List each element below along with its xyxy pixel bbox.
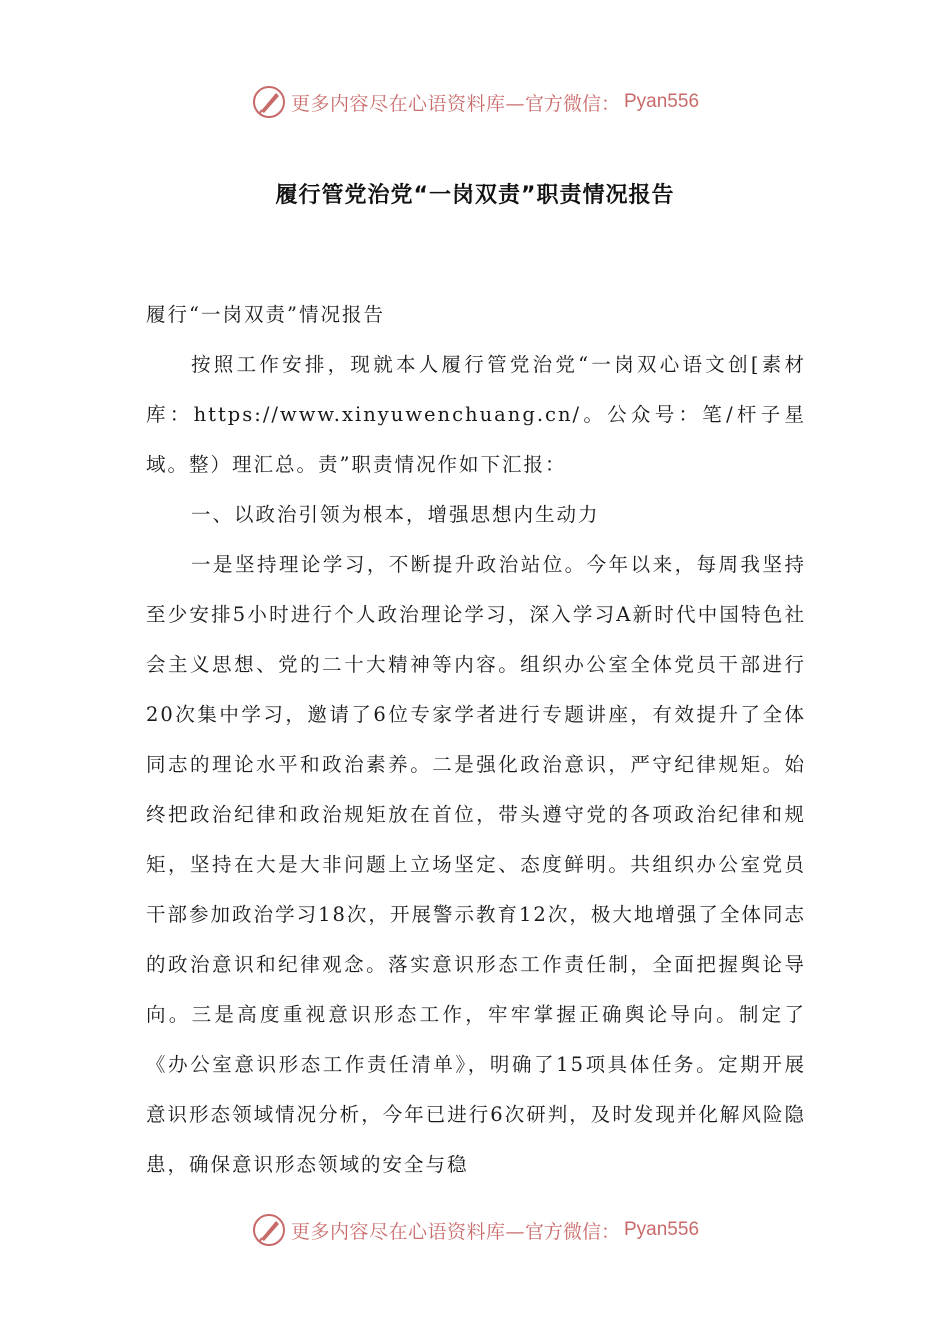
header-banner xyxy=(0,80,950,124)
document-body xyxy=(146,290,806,1190)
intro-paragraph: 按照工作安排，现就本人履行管党治党“一岗双心语文创[素材库：https://www.xinyuwenchuang.cn/。公众号：笔/杆子星域。整）理汇总。责”职责情况作如下汇报： xyxy=(146,353,806,476)
quill-pen-logo-icon xyxy=(251,84,287,120)
section-heading: 一、以政治引领为根本，增强思想内生动力 xyxy=(191,503,600,526)
banner-wechat-label: 官方微信： xyxy=(524,1220,620,1243)
footer-banner xyxy=(0,1208,950,1252)
body-paragraph: 一是坚持理论学习，不断提升政治站位。今年以来，每周我坚持至少安排5小时进行个人政治理论学习，深入学习A新时代中国特色社会主义思想、党的二十大精神等内容。组织办公室全体党员干部进行20次集中学习，邀请了6位专家学者进行专题讲座，有效提升了全体同志的理论水平和政治素养。二是强化政治意识，严守纪律规矩。始终把政治纪律和政治规矩放在首位，带头遵守党的各项政治纪律和规矩，坚持在大是大非问题上立场坚定、态度鲜明。共组织办公室党员干部参加政治学习18次，开展警示教育12次，极大地增强了全体同志的政治意识和纪律观念。落实意识形态工作责任制，全面把握舆论导向。三是高度重视意识形态工作，牢牢掌握正确舆论导向。制定了《办公室意识形态工作责任清单》，明确了15项具体任务。定期开展意识形态领域情况分析，今年已进行6次研判，及时发现并化解风险隐患，确保意识形态领域的安全与稳 xyxy=(146,553,806,1176)
banner-wechat-id: Pyan556 xyxy=(624,1219,700,1240)
banner-text: 更多内容尽在心语资料库— xyxy=(290,1220,525,1243)
banner-wechat-label: 官方微信： xyxy=(524,92,620,115)
quill-pen-logo-icon xyxy=(251,1212,287,1248)
banner-text: 更多内容尽在心语资料库— xyxy=(290,92,525,115)
document-subtitle: 履行“一岗双责”情况报告 xyxy=(146,303,385,326)
banner-wechat-id: Pyan556 xyxy=(624,91,700,112)
document-title: 履行管党治党“一岗双责”职责情况报告 xyxy=(275,183,675,208)
